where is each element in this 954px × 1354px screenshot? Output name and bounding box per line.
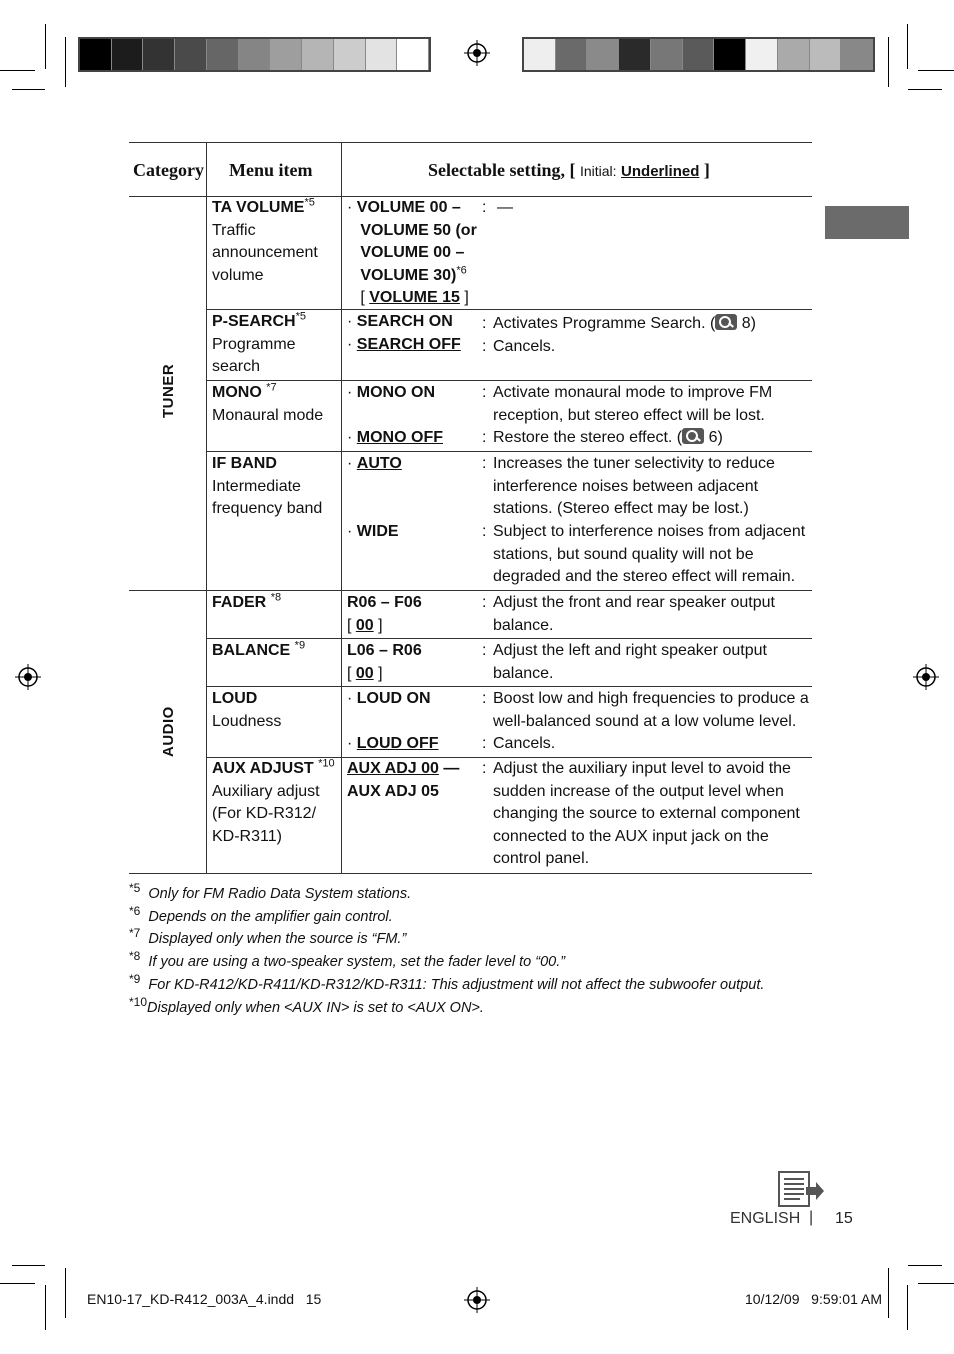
color-swatch — [587, 39, 619, 70]
color-swatch — [778, 39, 810, 70]
crop-mark — [45, 24, 46, 69]
registration-mark-icon — [464, 1287, 490, 1313]
color-swatch — [80, 39, 112, 70]
menu-item-mono: MONO $^{*7}$ Monaural mode — [212, 381, 324, 424]
color-swatch — [334, 39, 366, 70]
crop-mark — [0, 70, 35, 71]
color-calibration-bar-left — [78, 37, 431, 72]
crop-mark — [918, 1283, 954, 1284]
crop-mark — [888, 37, 889, 87]
colon: : — [482, 594, 487, 611]
colon: : — [482, 523, 487, 540]
result-wide: Subject to interference noises from adjacent stations, but sound quality will not be degraded and the stereo effect will remain. — [493, 523, 806, 586]
slug-timestamp: 10/12/09 9:59:01 AM — [745, 1291, 882, 1307]
registration-mark-icon — [464, 40, 490, 66]
crop-mark — [65, 37, 66, 87]
result-mono-on: Activate monaural mode to improve FM reception, but stereo effect will be lost. — [493, 384, 773, 424]
search-reference-icon — [715, 314, 737, 330]
footnote: $^{*7}$ Displayed only when the source is “FM.” — [129, 926, 407, 947]
color-swatch — [714, 39, 746, 70]
registration-mark-icon — [913, 664, 939, 690]
menu-item-ta-volume: TA VOLUME$^{*5}$ Traffic announcement volume — [212, 196, 318, 284]
footnote: $^{*5}$ Only for FM Radio Data System stations. — [129, 881, 412, 902]
section-tab — [825, 206, 909, 239]
color-swatch — [619, 39, 651, 70]
color-swatch — [143, 39, 175, 70]
colon: : : — [482, 315, 487, 355]
color-swatch — [302, 39, 334, 70]
colon: : — [482, 455, 487, 472]
category-audio: AUDIO — [160, 706, 177, 757]
color-swatch — [841, 39, 873, 70]
result-mono-off: Restore the stereo effect. ( 6) — [493, 429, 723, 446]
setting-aux-adjust: AUX ADJ 00 — AUX ADJ 05 — [347, 760, 460, 800]
color-swatch — [270, 39, 302, 70]
setting-ta-volume: · VOLUME 00 – VOLUME 50 (or VOLUME 00 – VOLUME 30)$^{*6}$ [ VOLUME 15 ] — [347, 199, 477, 307]
colon: : — [482, 690, 487, 707]
footnote: $^{*10}$Displayed only when <AUX IN> is set to <AUX ON>. — [129, 995, 484, 1016]
setting-wide: · WIDE — [347, 523, 399, 540]
page-number: 15 — [835, 1210, 853, 1227]
colon: : — [482, 642, 487, 659]
result-loud-off: Cancels. — [493, 735, 556, 752]
crop-mark — [888, 1268, 889, 1318]
result-p-search: Activates Programme Search. ( 8) Cancels. — [493, 315, 756, 355]
registration-mark-icon — [15, 664, 41, 690]
setting-p-search: · SEARCH ON · SEARCH OFF — [347, 313, 461, 353]
result-balance: Adjust the left and right speaker output balance. — [493, 642, 767, 682]
colon: : — [482, 199, 487, 216]
menu-item-loud: LOUD Loudness — [212, 690, 282, 730]
menu-item-p-search: P-SEARCH$^{*5}$ Programme search — [212, 310, 306, 376]
result-auto: Increases the tuner selectivity to reduce interference noises between adjacent stations. (Stereo effect may be lost.) — [493, 455, 775, 518]
category-tuner: TUNER — [160, 363, 177, 418]
footnote: $^{*6}$ Depends on the amplifier gain control. — [129, 904, 393, 925]
setting-mono-on: · MONO ON — [347, 384, 435, 401]
header-category: Category — [133, 160, 204, 180]
color-swatch — [207, 39, 239, 70]
slug-filename: EN10-17_KD-R412_003A_4.indd 15 — [87, 1291, 322, 1307]
color-swatch — [746, 39, 778, 70]
colon: : — [482, 735, 487, 752]
colon: : — [482, 384, 487, 401]
crop-mark — [918, 70, 954, 71]
menu-item-aux-adjust: AUX ADJUST $^{*10}$ Auxiliary adjust (For KD-R312/ KD-R311) — [212, 757, 335, 845]
setting-loud-on: · LOUD ON — [347, 690, 431, 707]
crop-mark — [12, 89, 45, 90]
color-swatch — [397, 39, 429, 70]
colon: : — [482, 429, 487, 446]
color-calibration-bar-right — [522, 37, 875, 72]
setting-balance: L06 – R06 [ 00 ] — [347, 642, 422, 682]
crop-mark — [12, 1265, 45, 1266]
color-swatch — [651, 39, 683, 70]
color-swatch — [683, 39, 715, 70]
menu-item-balance: BALANCE $^{*9}$ — [212, 639, 306, 659]
crop-mark — [907, 1285, 908, 1330]
result-loud-on: Boost low and high frequencies to produce a well-balanced sound at a low volume level. — [493, 690, 809, 730]
color-swatch — [556, 39, 588, 70]
page-separator: | — [809, 1209, 814, 1226]
crop-mark — [0, 1283, 35, 1284]
colon: : — [482, 760, 487, 777]
color-swatch — [524, 39, 556, 70]
page-language: ENGLISH — [730, 1210, 801, 1227]
setting-fader: R06 – F06 [ 00 ] — [347, 594, 422, 634]
crop-mark — [907, 24, 908, 69]
crop-mark — [45, 1285, 46, 1330]
setting-mono-off: · MONO OFF — [347, 429, 443, 446]
crop-mark — [908, 89, 942, 90]
setting-loud-off: · LOUD OFF — [347, 735, 439, 752]
color-swatch — [366, 39, 398, 70]
setting-auto: · AUTO — [347, 455, 402, 472]
color-swatch — [112, 39, 144, 70]
result-aux-adjust: Adjust the auxiliary input level to avoid the sudden increase of the output level when changing the source to external component connected to the AUX input jack on the control panel. — [493, 760, 800, 868]
menu-item-if-band: IF BAND Intermediate frequency band — [212, 455, 323, 518]
menu-item-fader: FADER $^{*8}$ — [212, 591, 282, 611]
color-swatch — [810, 39, 842, 70]
color-swatch — [239, 39, 271, 70]
footnote: $^{*9}$ For KD-R412/KD-R411/KD-R312/KD-R311: This adjustment will not affect the subwoofer output. — [129, 972, 765, 993]
crop-mark — [908, 1265, 942, 1266]
footnote: $^{*8}$ If you are using a two-speaker system, set the fader level to “00.” — [129, 949, 566, 970]
result-ta-volume: — — [497, 199, 513, 216]
header-menu-item: Menu item — [229, 160, 313, 180]
result-fader: Adjust the front and rear speaker output balance. — [493, 594, 775, 634]
crop-mark — [65, 1268, 66, 1318]
color-swatch — [175, 39, 207, 70]
continue-page-icon — [776, 1170, 826, 1208]
search-reference-icon — [682, 428, 704, 444]
header-selectable-setting: Selectable setting, [ Initial: Underlined ] — [428, 160, 710, 180]
